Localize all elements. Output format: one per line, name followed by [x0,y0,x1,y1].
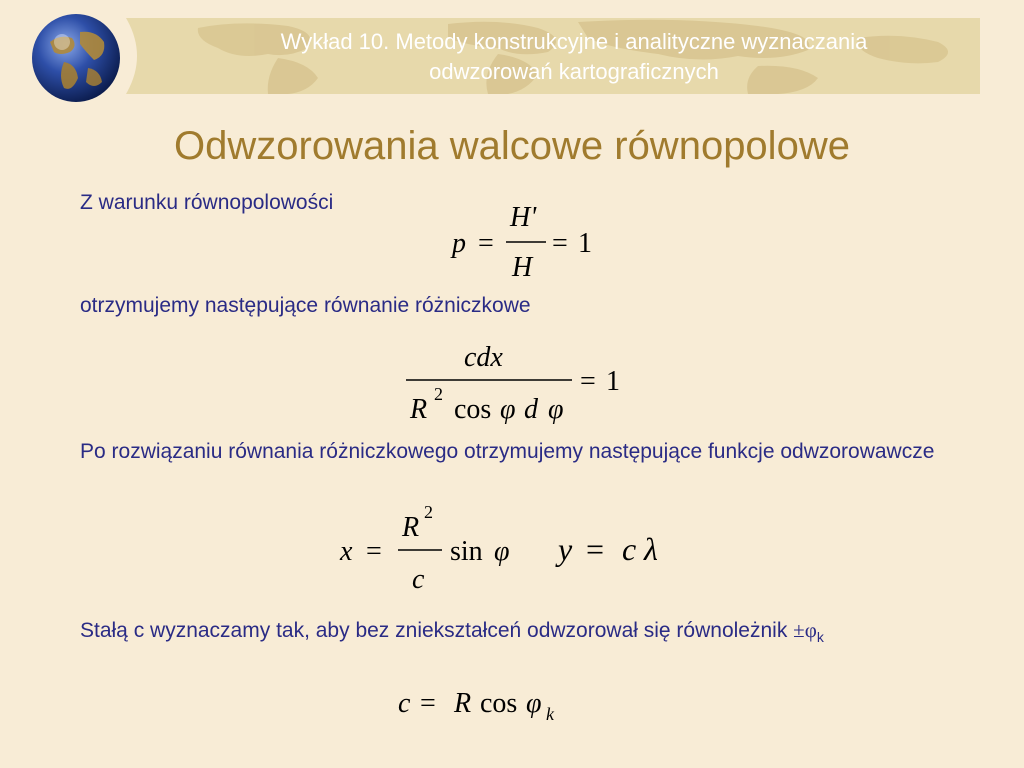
formula2-den-d: d [524,394,538,425]
paragraph-constant-c [80,614,970,654]
formula1-eq: = [478,228,494,259]
lecture-header-line1: Wykład 10. Metody konstrukcyjne i analityczne wyznaczania [280,29,868,54]
formula1-eq2: = [552,228,568,259]
formula1-lhs: p [452,228,466,259]
formula3-eq: = [366,536,382,567]
formula4-lambda: λ [644,531,658,567]
formula2-eq: = [580,366,596,397]
formula1-num: H' [510,202,537,233]
formula3-num-R: R [402,512,420,543]
formula2-den-phi2: φ [548,394,564,425]
formula4-y: y [558,531,573,567]
formula2-den-R: R [410,394,428,425]
formula-x-mapping [334,500,534,605]
formula5-phi: φ [526,688,542,719]
paragraph-differential-equation: otrzymujemy następujące równanie różniczkowe [80,294,531,317]
formula2-rhs: 1 [606,366,620,397]
formula2-num: cdx [464,342,503,373]
formula3-den: c [412,564,425,595]
formula4-c: c [622,531,637,567]
formula-y-mapping [552,520,682,585]
lecture-header [178,27,970,87]
formula-equal-area-condition [440,196,610,293]
formula1-rhs: 1 [578,228,592,259]
formula3-sin: sin [450,536,483,567]
formula-constant-c [394,676,594,737]
formula5-R: R [454,688,472,719]
lecture-header-line2: odwzorowań kartograficznych [429,59,719,84]
header-banner [118,18,980,94]
formula2-den-cos: cos [454,394,492,425]
paragraph-constant-c-subscript: k [816,629,824,646]
formula5-cos: cos [480,688,518,719]
formula5-eq: = [420,688,436,719]
formula3-phi: φ [494,536,510,567]
globe-icon [30,12,122,104]
paragraph-constant-c-text: Stałą c wyznaczamy tak, aby bez zniekształceń odwzorował się równoleżnik [80,619,788,642]
formula4-eq: = [586,531,605,567]
formula3-x: x [340,536,353,567]
formula2-den-exp: 2 [434,384,443,404]
formula5-c: c [398,688,411,719]
formula1-den: H [512,252,533,283]
slide-title: Odwzorowania walcowe równopolowe [174,124,850,168]
formula2-den-phi: φ [500,394,516,425]
paragraph-mapping-functions: Po rozwiązaniu równania różniczkowego otrzymujemy następujące funkcje odwzorowawcze [80,440,935,463]
paragraph-constant-c-symbol: ±φ [793,618,817,642]
paragraph-equal-area-condition: Z warunku równopolowości [80,191,334,214]
formula-differential-equation [400,336,640,437]
formula3-num-exp: 2 [424,502,433,522]
formula5-sub: k [546,704,554,724]
